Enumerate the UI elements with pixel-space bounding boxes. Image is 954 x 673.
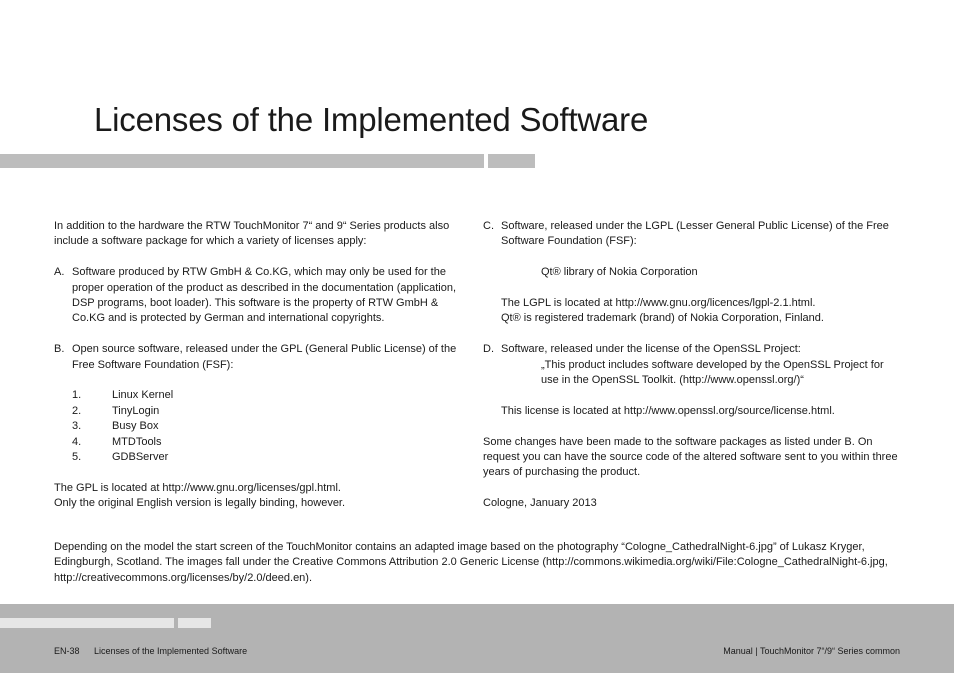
- header-bar-short: [488, 154, 535, 168]
- left-column: [54, 219, 472, 512]
- changes-paragraph: Some changes have been made to the software packages as listed under B. On request you can have the source code of the altered software sent to you within three years of purchasing the product.: [483, 435, 898, 479]
- list-item-number: 2.: [72, 404, 82, 417]
- right-column: [483, 219, 901, 512]
- section-c-text: Software, released under the LGPL (Lesser General Public License) of the Free Software Foundation (FSF):: [501, 220, 889, 248]
- section-b-label: B.: [54, 343, 65, 356]
- list-item-text: Busy Box: [112, 420, 159, 433]
- list-item-number: 1.: [72, 389, 82, 402]
- list-item: [54, 419, 472, 434]
- openssl-license-location: This license is located at http://www.openssl.org/source/license.html.: [501, 404, 835, 417]
- section-a-label: A.: [54, 266, 65, 279]
- footer-section-title: Licenses of the Implemented Software: [94, 646, 248, 656]
- list-item-text: Linux Kernel: [112, 389, 174, 402]
- lgpl-location: The LGPL is located at http://www.gnu.org/licences/lgpl-2.1.html.: [501, 297, 816, 309]
- section-c-label: C.: [483, 220, 494, 232]
- date-line: Cologne, January 2013: [483, 497, 597, 510]
- qt-library: Qt® library of Nokia Corporation: [541, 266, 698, 279]
- footer-bar-short: [178, 618, 211, 628]
- header-bar-long: [0, 154, 484, 168]
- qt-trademark: Qt® is registered trademark (brand) of Nokia Corporation, Finland.: [501, 312, 824, 325]
- section-b-text: Open source software, released under the GPL (General Public License) of the Free Software Foundation (FSF):: [72, 343, 457, 371]
- list-item-number: 4.: [72, 435, 82, 448]
- section-b: [54, 342, 472, 373]
- list-item-number: 3.: [72, 420, 82, 433]
- gpl-location: The GPL is located at http://www.gnu.org/licenses/gpl.html.: [54, 481, 341, 494]
- footer-manual-title: Manual | TouchMonitor 7“/9“ Series common: [723, 646, 900, 656]
- section-d: [483, 342, 901, 357]
- openssl-quote: „This product includes software developed by the OpenSSL Project for use in the OpenSSL Toolkit. (http://www.openssl.org/)“: [541, 358, 884, 387]
- image-credit-note: Depending on the model the start screen of the TouchMonitor contains an adapted image based on the photography “Cologne_CathedralNight-6.jpg” of Lukasz Kryger, Edingburgh, Scotland. The images fall under the Creative Commons Attribution 2.0 Generic License (http://commons.wikimedia.org/wiki/File:Cologne_CathedralNight-6.jpg, http://creativecommons.org/licenses/by/2.0/deed.en).: [54, 541, 888, 584]
- list-item-number: 5.: [72, 451, 82, 464]
- footer-bar-long: [0, 618, 174, 628]
- list-item: [54, 388, 472, 403]
- page-number: EN-38: [54, 646, 80, 656]
- list-item-text: GDBServer: [112, 451, 169, 464]
- intro-paragraph: In addition to the hardware the RTW TouchMonitor 7“ and 9“ Series products also include a software package for which a variety of licenses apply:: [54, 220, 450, 248]
- list-item: [54, 404, 472, 419]
- footer: [0, 604, 954, 673]
- list-item: [54, 450, 472, 465]
- section-d-text: Software, released under the license of the OpenSSL Project:: [501, 343, 801, 356]
- page-title: Licenses of the Implemented Software: [94, 101, 649, 138]
- list-item-text: MTDTools: [112, 435, 162, 448]
- section-a: [54, 265, 472, 327]
- gpl-binding-note: Only the original English version is legally binding, however.: [54, 497, 346, 510]
- list-item-text: TinyLogin: [112, 404, 160, 417]
- section-a-text: Software produced by RTW GmbH & Co.KG, which may only be used for the proper operation of the product as described in the documentation (application, DSP programs, boot loader). This software is the property of RTW GmbH & Co.KG and is protected by German and international copyrights.: [72, 266, 457, 325]
- section-c: [483, 219, 901, 250]
- section-d-label: D.: [483, 343, 494, 356]
- list-item: [54, 435, 472, 450]
